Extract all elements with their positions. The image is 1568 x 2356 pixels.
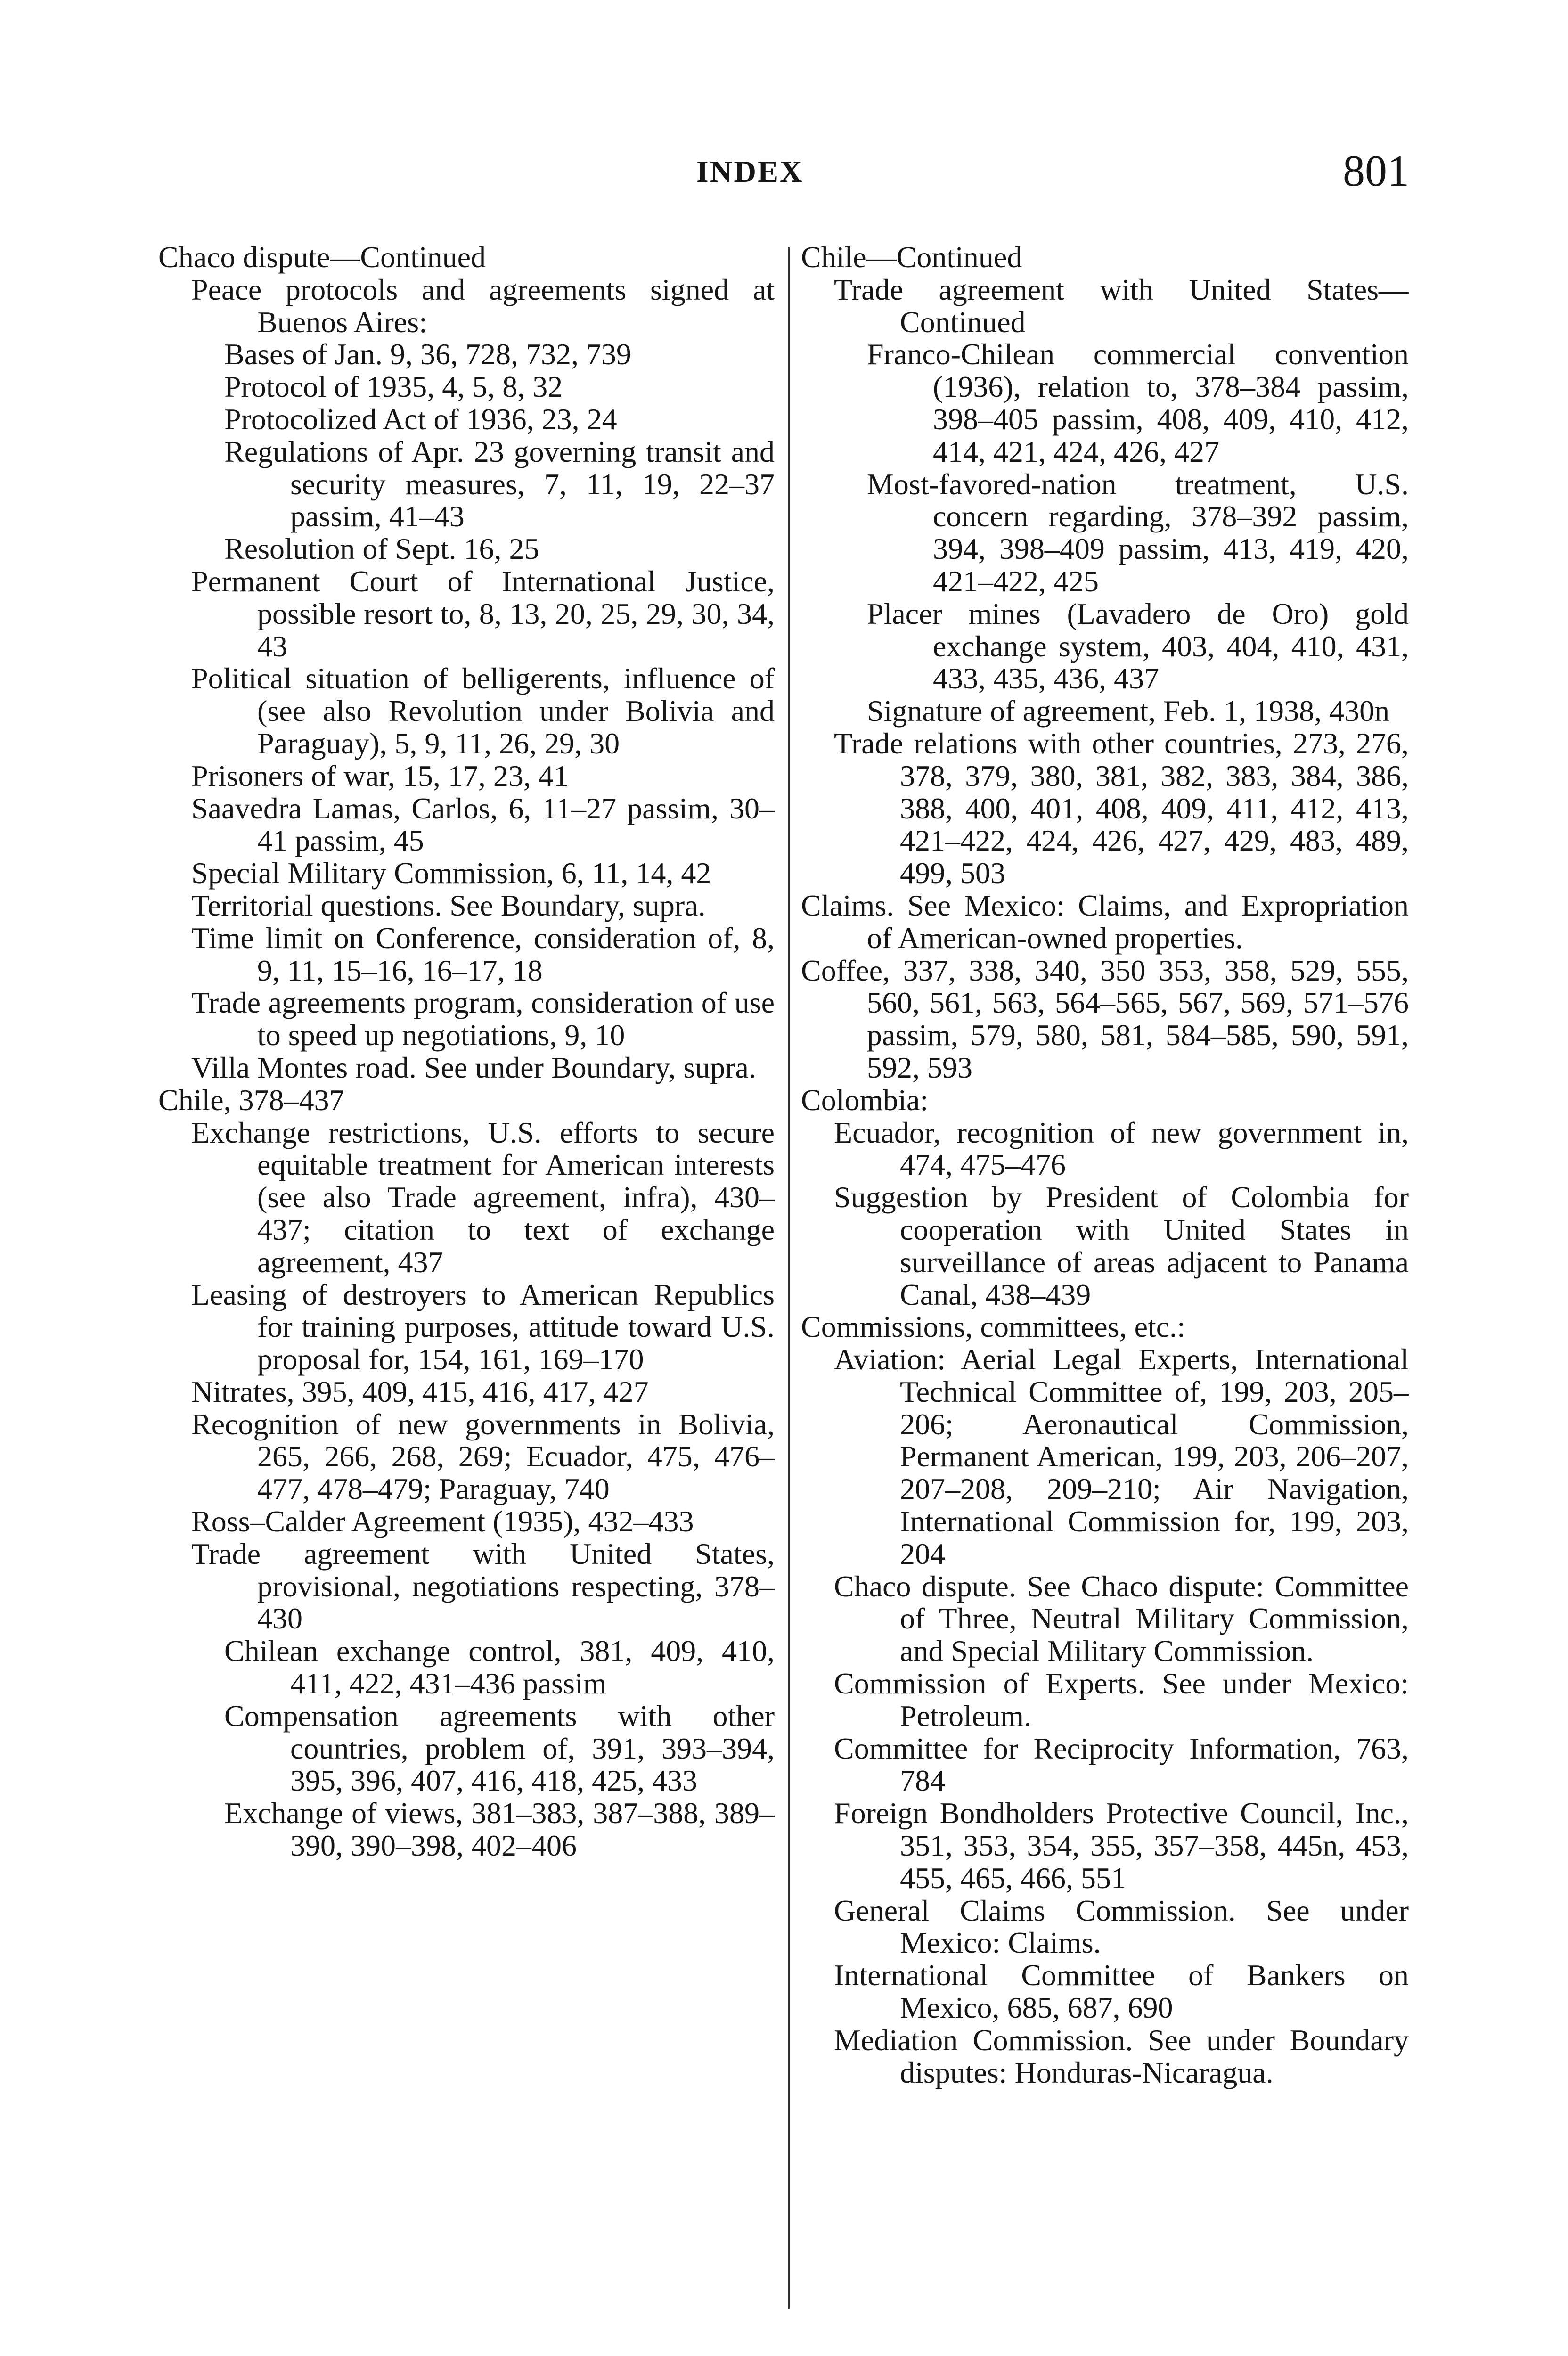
index-entry: Exchange of views, 381–383, 387–388, 389–390, 390–398, 402–406 (224, 1796, 775, 1863)
index-entry: Exchange restrictions, U.S. efforts to secure equitable treatment for American interests (see also Trade agreement, infra), 430–437; citation to text of exchange agreement, 437 (191, 1115, 775, 1279)
index-entry: Coffee, 337, 338, 340, 350 353, 358, 529, 555, 560, 561, 563, 564–565, 567, 569, 571–576 passim, 579, 580, 581, 584–585, 590, 591, 592, 593 (801, 953, 1409, 1084)
index-entry: Permanent Court of International Justice, possible resort to, 8, 13, 20, 25, 29, 30, 34, 43 (191, 564, 775, 663)
index-entry: Villa Montes road. See under Boundary, supra. (191, 1050, 756, 1084)
index-entry: Placer mines (Lavadero de Oro) gold exchange system, 403, 404, 410, 431, 433, 435, 436, 437 (867, 597, 1409, 695)
index-entry: Protocol of 1935, 4, 5, 8, 32 (224, 370, 563, 404)
index-entry: Colombia: (801, 1083, 929, 1117)
index-entry: Chaco dispute. See Chaco dispute: Committee of Three, Neutral Military Commission, and Special Military Commission. (834, 1569, 1409, 1668)
index-entry: Special Military Commission, 6, 11, 14, 42 (191, 856, 711, 890)
index-entry: Political situation of belligerents, influence of (see also Revolution under Bolivia and Paraguay), 5, 9, 11, 26, 29, 30 (191, 662, 775, 760)
index-column-left (158, 241, 775, 1862)
index-entry: Suggestion by President of Colombia for cooperation with United States in surveillance of areas adjacent to Panama Canal, 438–439 (834, 1180, 1409, 1311)
index-entry: Prisoners of war, 15, 17, 23, 41 (191, 759, 569, 793)
index-entry: Commission of Experts. See under Mexico: Petroleum. (834, 1667, 1409, 1733)
index-entry: Chile—Continued (801, 240, 1022, 274)
index-entry: Trade relations with other countries, 273, 276, 378, 379, 380, 381, 382, 383, 384, 386, 388, 400, 401, 408, 409, 411, 412, 413, 421–422, 424, 426, 427, 429, 483, 489, 499, 503 (834, 726, 1409, 890)
running-title: INDEX (696, 155, 804, 189)
index-entry: Resolution of Sept. 16, 25 (224, 532, 539, 566)
index-entry: Recognition of new governments in Bolivia, 265, 266, 268, 269; Ecuador, 475, 476–477, 478–479; Paraguay, 740 (191, 1407, 775, 1506)
index-entry: Claims. See Mexico: Claims, and Expropriation of American-owned properties. (801, 888, 1409, 955)
index-entry: Saavedra Lamas, Carlos, 6, 11–27 passim, 30–41 passim, 45 (191, 791, 775, 858)
index-entry: Regulations of Apr. 23 governing transit and security measures, 7, 11, 19, 22–37 passim, 41–43 (224, 434, 775, 533)
index-entry: Commissions, committees, etc.: (801, 1310, 1185, 1344)
index-entry: Most-favored-nation treatment, U.S. concern regarding, 378–392 passim, 394, 398–409 passim, 413, 419, 420, 421–422, 425 (867, 467, 1409, 598)
index-column-right (801, 241, 1409, 2089)
index-entry: Trade agreement with United States, provisional, negotiations respecting, 378–430 (191, 1537, 775, 1636)
index-entry: Franco-Chilean commercial convention (1936), relation to, 378–384 passim, 398–405 passim, 408, 409, 410, 412, 414, 421, 424, 426, 427 (867, 337, 1409, 468)
index-entry: Trade agreements program, consideration of use to speed up negotiations, 9, 10 (191, 986, 775, 1052)
index-entry: Nitrates, 395, 409, 415, 416, 417, 427 (191, 1374, 649, 1408)
index-entry: Chaco dispute—Continued (158, 240, 486, 274)
index-entry: International Committee of Bankers on Mexico, 685, 687, 690 (834, 1958, 1409, 2025)
page-header (0, 148, 1568, 200)
index-entry: Time limit on Conference, consideration of, 8, 9, 11, 15–16, 16–17, 18 (191, 921, 775, 987)
index-entry: Chile, 378–437 (158, 1083, 344, 1117)
index-entry: Trade agreement with United States—Continued (834, 272, 1409, 339)
index-entry: Bases of Jan. 9, 36, 728, 732, 739 (224, 337, 631, 371)
index-entry: Leasing of destroyers to American Republics for training purposes, attitude toward U.S. proposal for, 154, 161, 169–170 (191, 1277, 775, 1376)
index-entry: Ross–Calder Agreement (1935), 432–433 (191, 1505, 694, 1538)
index-entry: Territorial questions. See Boundary, supra. (191, 888, 706, 922)
index-entry: Compensation agreements with other countries, problem of, 391, 393–394, 395, 396, 407, 416, 418, 425, 433 (224, 1699, 775, 1798)
page-number: 801 (1343, 147, 1409, 196)
index-entry: Foreign Bondholders Protective Council, Inc., 351, 353, 354, 355, 357–358, 445n, 453, 455, 465, 466, 551 (834, 1796, 1409, 1895)
index-entry: General Claims Commission. See under Mexico: Claims. (834, 1893, 1409, 1960)
index-entry: Committee for Reciprocity Information, 763, 784 (834, 1731, 1409, 1798)
index-entry: Ecuador, recognition of new government in, 474, 475–476 (834, 1115, 1409, 1182)
index-entry: Mediation Commission. See under Boundary disputes: Honduras-Nicaragua. (834, 2023, 1409, 2089)
index-entry: Signature of agreement, Feb. 1, 1938, 430n (867, 694, 1390, 728)
index-entry: Chilean exchange control, 381, 409, 410, 411, 422, 431–436 passim (224, 1634, 775, 1701)
index-entry: Protocolized Act of 1936, 23, 24 (224, 402, 617, 436)
index-entry: Aviation: Aerial Legal Experts, International Technical Committee of, 199, 203, 205–206; Aeronautical Commission, Permanent American, 199, 203, 206–207, 207–208, 209–210; Air Navigation, International Commission for, 199, 203, 204 (834, 1342, 1409, 1571)
index-entry: Peace protocols and agreements signed at Buenos Aires: (191, 272, 775, 339)
column-divider (788, 247, 790, 2309)
